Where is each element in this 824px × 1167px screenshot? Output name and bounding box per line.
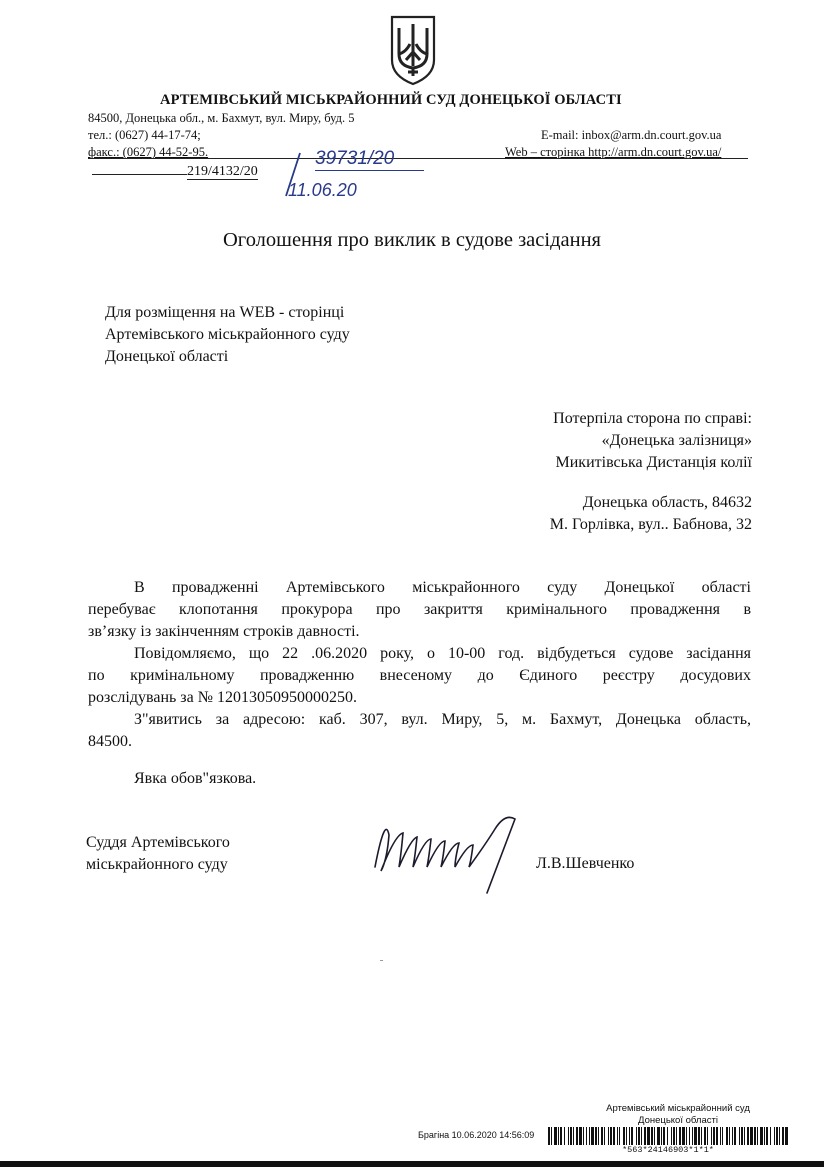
barcode-bar [663,1127,665,1145]
barcode-bar [626,1127,627,1145]
barcode-bar [747,1127,749,1145]
judge-position [86,832,230,876]
barcode-bar [741,1127,743,1145]
barcode-bar [686,1127,687,1145]
barcode-bar [744,1127,745,1145]
body-line: розслідувань за № 12013050950000250. [88,689,357,706]
handwritten-signature [355,805,535,895]
barcode-bar [671,1127,672,1145]
placement-note-line: Для розміщення на WEB - сторінці [105,304,345,321]
barcode-bar [647,1127,650,1145]
barcode-bar [760,1127,763,1145]
barcode-bar [568,1127,569,1145]
body-paragraph-2 [88,643,751,709]
stamp-court-name: Артемівський міськрайонний суд [606,1103,750,1114]
barcode-bar [629,1127,630,1145]
barcode-bar [558,1127,559,1145]
court-name: АРТЕМІВСЬКИЙ МІСЬКРАЙОННИЙ СУД ДОНЕЦЬКОЇ ОБЛАСТІ [160,92,622,108]
barcode-bar [692,1127,693,1145]
judge-position-line: міськрайонного суду [86,856,228,873]
barcode [548,1127,788,1145]
barcode-bar [576,1127,578,1145]
body-line: 84500. [88,733,132,750]
court-address: 84500, Донецька обл., м. Бахмут, вул. Миру, буд. 5 [88,111,355,125]
barcode-bar [720,1127,721,1145]
addressee-address-block [420,492,752,536]
barcode-text: *563*24146903*1*1* [622,1145,714,1155]
outgoing-number-blank [92,174,187,175]
barcode-bar [551,1127,552,1145]
barcode-bar [554,1127,557,1145]
barcode-bar [729,1127,730,1145]
barcode-bar [757,1127,758,1145]
barcode-bar [676,1127,677,1145]
barcode-bar [601,1127,603,1145]
barcode-bar [770,1127,771,1145]
barcode-bar [654,1127,655,1145]
addressee-line: Микитівська Дистанція колії [555,454,752,471]
addressee-line: М. Горлівка, вул.. Бабнова, 32 [549,516,752,533]
court-fax: факс.: (0627) 44-52-95. [88,145,209,159]
judge-position-line: Суддя Артемівського [86,834,230,851]
attendance-note: Явка обов"язкова. [134,770,257,787]
barcode-bar [570,1127,572,1145]
barcode-bar [636,1127,637,1145]
body-line: перебуває клопотання прокурора про закриття кримінального провадження в [88,601,751,618]
barcode-bar [704,1127,706,1145]
barcode-bar [689,1127,690,1145]
barcode-bar [644,1127,646,1145]
barcode-bar [604,1127,605,1145]
barcode-bar [598,1127,599,1145]
registration-timestamp: Брагіна 10.06.2020 14:56:09 [418,1130,535,1140]
barcode-bar [779,1127,780,1145]
placement-note-line: Донецької області [105,348,229,365]
handwritten-date: 11.06.20 [288,180,357,200]
judge-name: Л.В.Шевченко [536,855,635,872]
court-website[interactable]: Web – сторінка http://arm.dn.court.gov.ua/ [505,145,722,159]
addressee-line: «Донецька залізниця» [601,432,752,449]
barcode-bar [631,1127,633,1145]
barcode-bar [679,1127,681,1145]
barcode-bar [651,1127,653,1145]
addressee-line: Потерпіла сторона по справі: [553,410,752,427]
barcode-bar [657,1127,660,1145]
placement-note [105,302,350,368]
barcode-bar [613,1127,615,1145]
barcode-bar [641,1127,642,1145]
coat-of-arms-emblem [388,14,438,86]
barcode-bar [548,1127,550,1145]
body-paragraph-1 [88,577,751,643]
body-paragraph-3 [88,709,751,753]
barcode-bar [638,1127,640,1145]
barcode-bar [734,1127,736,1145]
placement-note-line: Артемівського міськрайонного суду [105,326,350,343]
barcode-bar [711,1127,712,1145]
barcode-bar [716,1127,718,1145]
barcode-bar [707,1127,708,1145]
barcode-bar [774,1127,775,1145]
body-line: З"явитись за адресою: каб. 307, вул. Миру, 5, м. Бахмут, Донецька область, [134,711,751,728]
court-phone: тел.: (0627) 44-17-74; [88,128,201,142]
barcode-bar [682,1127,685,1145]
barcode-bar [754,1127,756,1145]
barcode-bar [583,1127,584,1145]
scan-dot [380,960,383,961]
barcode-bar [573,1127,574,1145]
barcode-bar [579,1127,582,1145]
barcode-bar [694,1127,697,1145]
barcode-bar [608,1127,609,1145]
barcode-bar [764,1127,765,1145]
barcode-bar [673,1127,675,1145]
barcode-bar [713,1127,715,1145]
barcode-bar [776,1127,778,1145]
addressee-line: Донецька область, 84632 [582,494,752,511]
body-line: по кримінальному провадженню внесеному до Єдиного реєстру досудових [88,667,751,684]
barcode-bar [701,1127,702,1145]
scan-edge [0,1161,824,1167]
barcode-bar [750,1127,753,1145]
barcode-bar [595,1127,597,1145]
outgoing-number [92,164,258,180]
body-line: Повідомляємо, що 22 .06.2020 року, о 10-00 год. відбудеться судове засідання [134,645,751,662]
barcode-bar [564,1127,565,1145]
outgoing-number-value: 219/4132/20 [187,164,258,179]
barcode-bar [661,1127,662,1145]
barcode-bar [732,1127,733,1145]
body-line: зв’язку із закінченням строків давності. [88,623,360,640]
barcode-bar [586,1127,587,1145]
barcode-bar [698,1127,700,1145]
barcode-bar [623,1127,625,1145]
barcode-bar [782,1127,784,1145]
barcode-bar [785,1127,788,1145]
barcode-bar [739,1127,740,1145]
document-title: Оголошення про виклик в судове засідання [223,229,601,251]
barcode-bar [667,1127,668,1145]
barcode-bar [560,1127,562,1145]
addressee-block [420,408,752,474]
barcode-bar [722,1127,723,1145]
barcode-bar [619,1127,620,1145]
barcode-bar [591,1127,594,1145]
stamp-region: Донецької області [638,1115,718,1126]
barcode-bar [726,1127,728,1145]
court-email[interactable]: E-mail: inbox@arm.dn.court.gov.ua [541,128,722,142]
barcode-bar [766,1127,768,1145]
body-line: В провадженні Артемівського міськрайонного суду Донецької області [134,579,751,596]
barcode-bar [610,1127,612,1145]
barcode-bar [589,1127,590,1145]
handwritten-incoming-number: 39731/20 [315,148,424,171]
barcode-bar [617,1127,618,1145]
